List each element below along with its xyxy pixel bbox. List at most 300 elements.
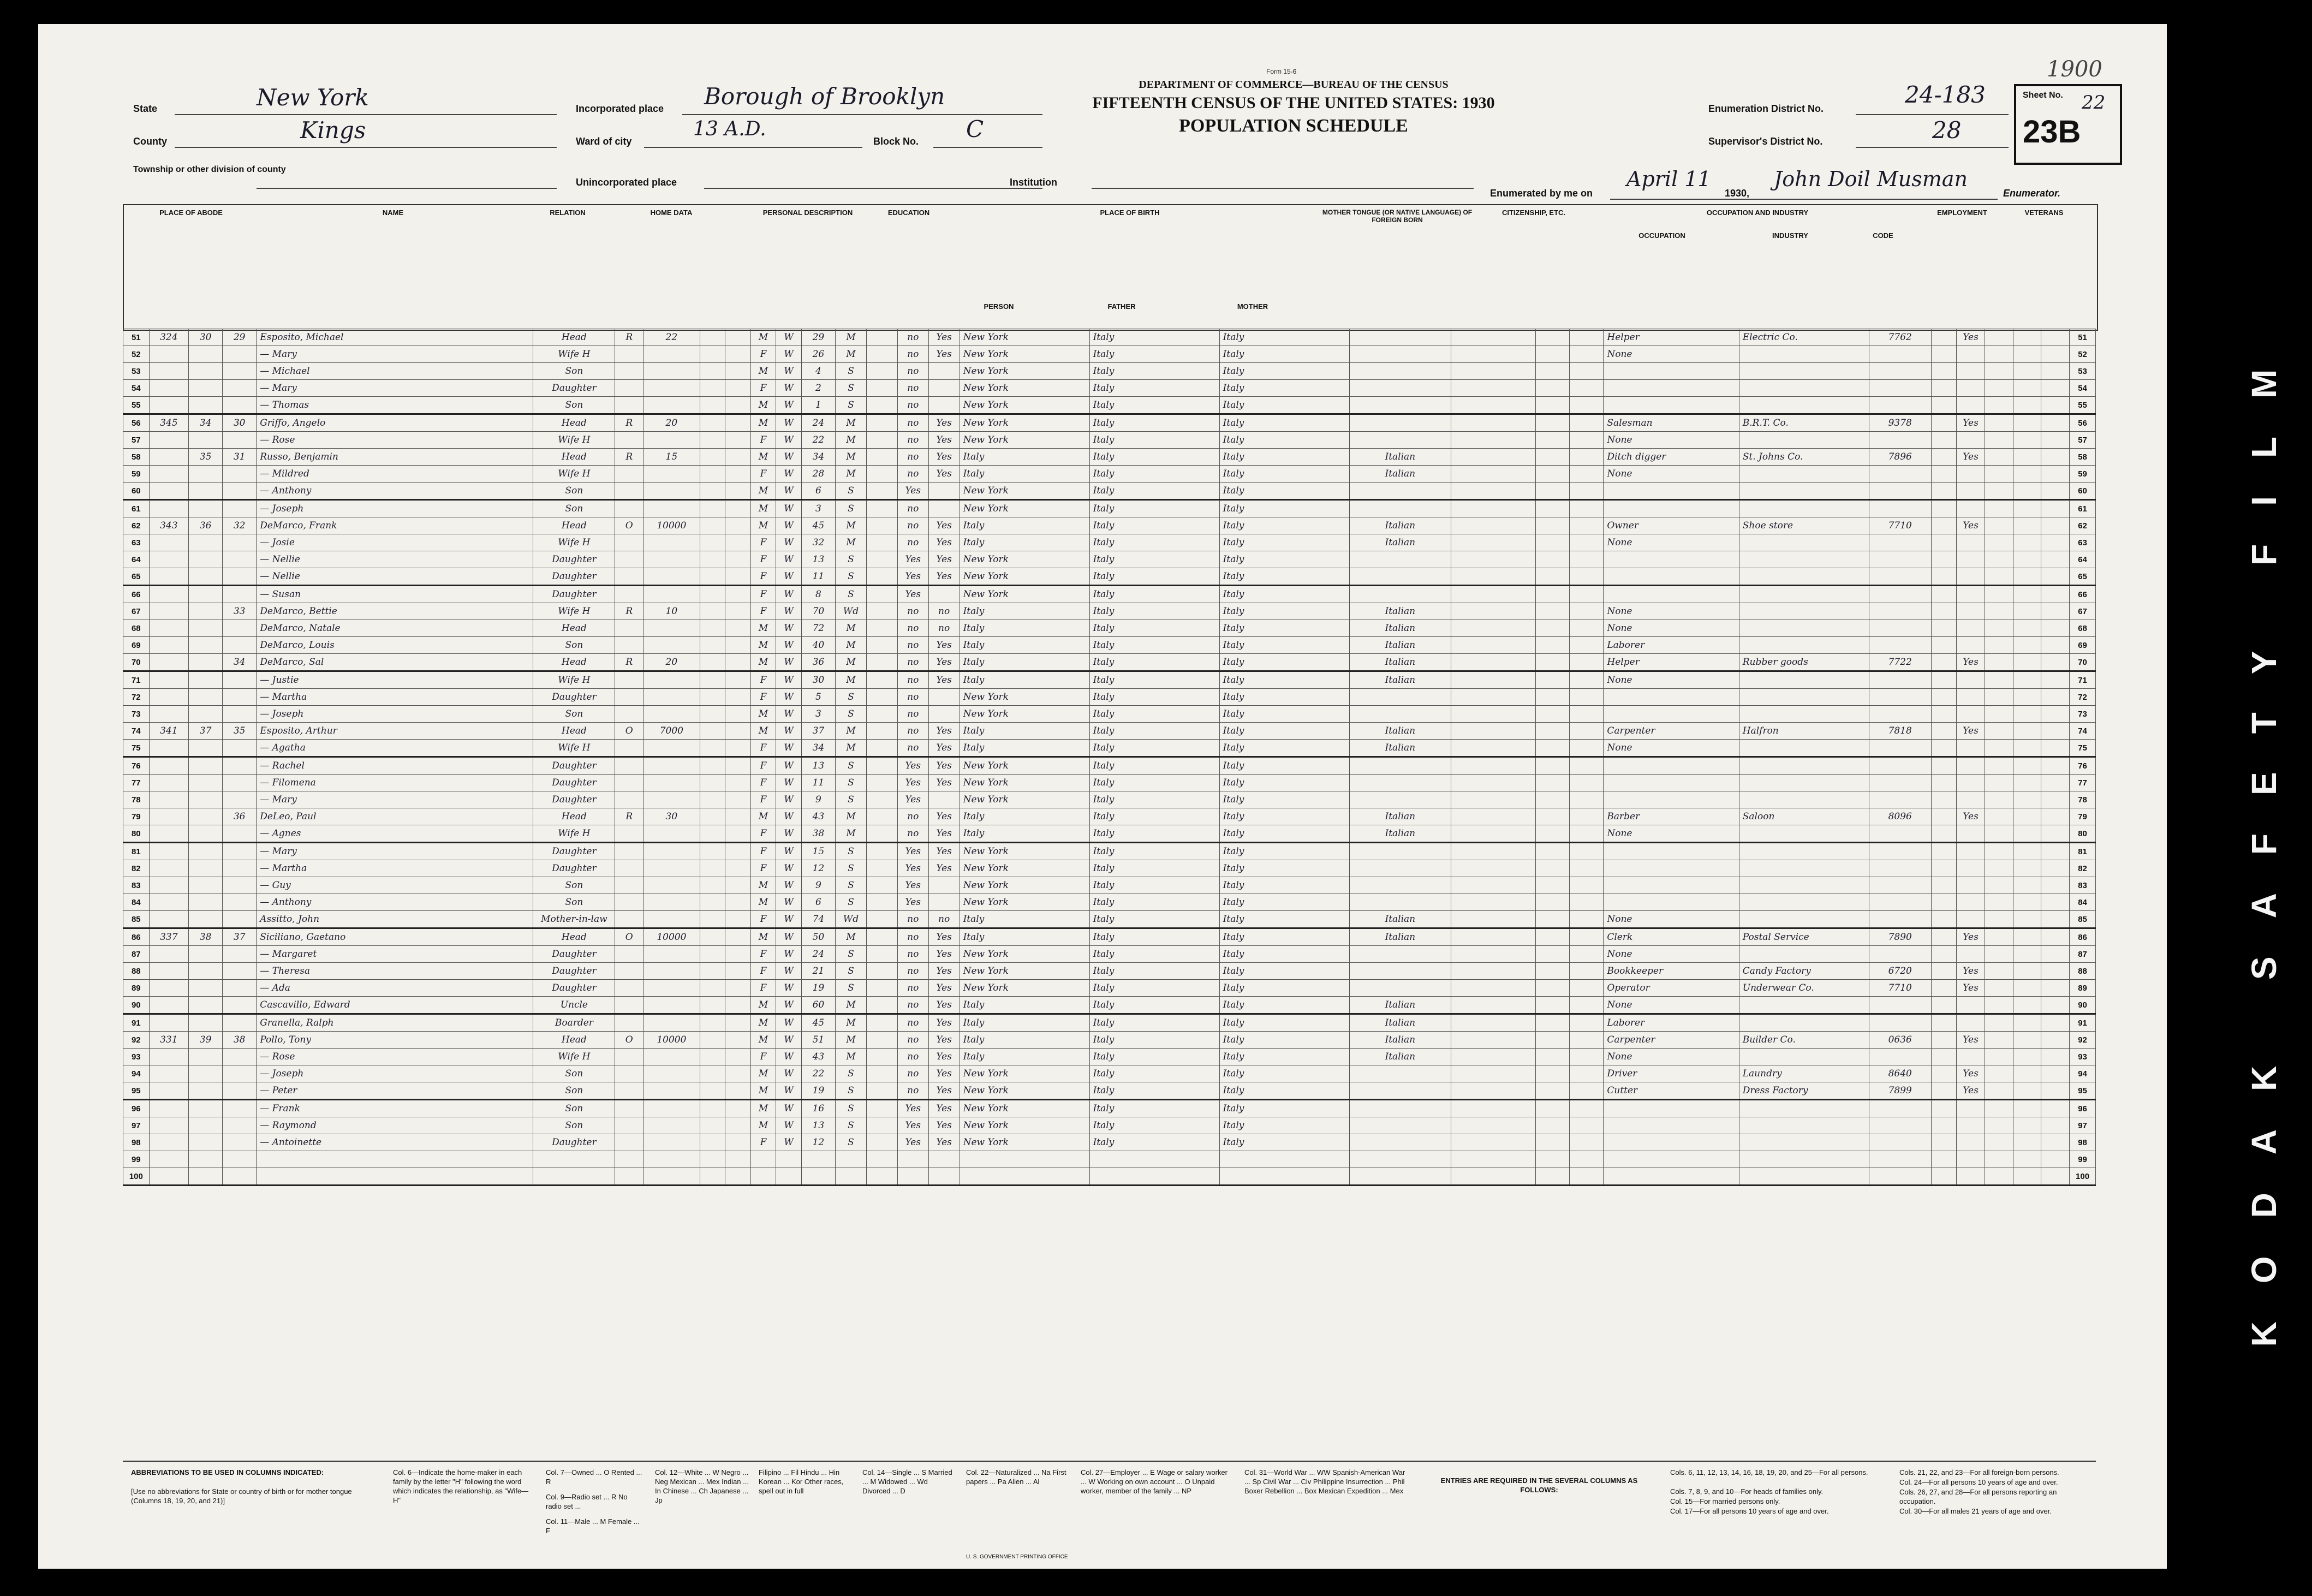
cell-emp xyxy=(1957,534,1985,551)
cell-emp xyxy=(1957,791,1985,808)
line-number: 53 xyxy=(123,363,150,380)
cell-val xyxy=(643,706,700,723)
cell-name: — Agnes xyxy=(257,825,533,843)
abbrev-note: [Use no abbreviations for State or country of birth or for mother tongue (Columns 18, 19, 20, and 21)] xyxy=(131,1487,352,1505)
cell-name: Assitto, John xyxy=(257,911,533,928)
cell-val xyxy=(643,534,700,551)
cell-read: Yes xyxy=(928,843,960,860)
cell-home xyxy=(615,1100,643,1117)
cell-dw xyxy=(189,706,223,723)
group-personal-description: PERSONAL DESCRIPTION xyxy=(762,209,853,217)
line-number: 99 xyxy=(2070,1151,2096,1168)
cell-name: — Rose xyxy=(257,432,533,449)
cell-pb: Italy xyxy=(960,808,1089,825)
cell-lang xyxy=(1349,689,1451,706)
cell-ind xyxy=(1739,894,1869,911)
cell-empty xyxy=(725,1082,751,1100)
cell-rel: Daughter xyxy=(533,757,615,775)
cell-empty xyxy=(2041,534,2070,551)
cell-fb: Italy xyxy=(1089,551,1219,568)
cell-fb: Italy xyxy=(1089,671,1219,689)
incorporated-value: Borough of Brooklyn xyxy=(704,83,945,110)
cell-lang xyxy=(1349,1100,1451,1117)
cell-home xyxy=(615,706,643,723)
cell-empty xyxy=(1570,329,1604,346)
cell-school: no xyxy=(897,500,928,517)
cell-empty xyxy=(700,466,725,483)
cell-empty xyxy=(1536,671,1570,689)
cell-name: — Margaret xyxy=(257,946,533,963)
cell-mb: Italy xyxy=(1219,843,1349,860)
cell-lang xyxy=(1349,843,1451,860)
cell-fam xyxy=(223,551,257,568)
subhead-mother: MOTHER xyxy=(1237,302,1268,311)
cell-school: no xyxy=(897,346,928,363)
cell-empty xyxy=(1536,346,1570,363)
table-row xyxy=(123,671,2096,689)
cell-race: W xyxy=(776,620,802,637)
cell-code xyxy=(1869,997,1931,1014)
cell-fb: Italy xyxy=(1089,397,1219,414)
cell-house xyxy=(149,1151,188,1168)
cell-empty xyxy=(1451,586,1535,603)
cell-empty xyxy=(725,946,751,963)
cell-pb: New York xyxy=(960,1134,1089,1151)
cell-empty xyxy=(2013,877,2041,894)
cell-name: — Joseph xyxy=(257,500,533,517)
cell-occ: Carpenter xyxy=(1604,723,1739,740)
entries-req7: Cols. 26, 27, and 28—For all persons reporting an occupation. xyxy=(1899,1488,2057,1505)
cell-occ: None xyxy=(1604,911,1739,928)
cell-empty xyxy=(700,329,725,346)
cell-empty xyxy=(2041,1134,2070,1151)
cell-lang: Italian xyxy=(1349,671,1451,689)
cell-mb: Italy xyxy=(1219,551,1349,568)
cell-val xyxy=(643,1117,700,1134)
cell-empty xyxy=(1451,363,1535,380)
cell-name: — Mary xyxy=(257,346,533,363)
cell-emp xyxy=(1957,603,1985,620)
cell-emp xyxy=(1957,911,1985,928)
cell-read: Yes xyxy=(928,414,960,432)
cell-empty xyxy=(1931,551,1957,568)
cell-ind xyxy=(1739,500,1869,517)
cell-occ: Driver xyxy=(1604,1065,1739,1082)
cell-rel: Head xyxy=(533,414,615,432)
cell-house xyxy=(149,380,188,397)
cell-occ: Operator xyxy=(1604,980,1739,997)
cell-val xyxy=(643,671,700,689)
cell-empty xyxy=(700,1134,725,1151)
column-header-area xyxy=(123,204,2098,331)
cell-empty xyxy=(1570,603,1604,620)
cell-empty xyxy=(2041,946,2070,963)
cell-occ xyxy=(1604,1100,1739,1117)
cell-rel: Wife H xyxy=(533,466,615,483)
cell-dw xyxy=(189,980,223,997)
cell-home xyxy=(615,1134,643,1151)
table-row xyxy=(123,1168,2096,1186)
abbrev-col22: Col. 22—Naturalized ... Na First papers ... Pa Alien ... Al xyxy=(966,1468,1066,1486)
line-number: 93 xyxy=(2070,1049,2096,1065)
printer-note: U. S. GOVERNMENT PRINTING OFFICE xyxy=(966,1554,1068,1560)
cell-empty xyxy=(1451,432,1535,449)
cell-age: 6 xyxy=(801,894,835,911)
cell-pb: Italy xyxy=(960,603,1089,620)
cell-ms: S xyxy=(835,894,866,911)
cell-lang xyxy=(1349,775,1451,791)
cell-emp xyxy=(1957,1100,1985,1117)
table-row xyxy=(123,689,2096,706)
cell-code xyxy=(1869,671,1931,689)
cell-empty xyxy=(1570,894,1604,911)
cell-age: 19 xyxy=(801,980,835,997)
cell-race: W xyxy=(776,1065,802,1082)
cell-empty xyxy=(725,723,751,740)
cell-lang xyxy=(1349,1082,1451,1100)
cell-empty xyxy=(1451,843,1535,860)
cell-rel: Daughter xyxy=(533,963,615,980)
cell-fam xyxy=(223,997,257,1014)
cell-fb: Italy xyxy=(1089,466,1219,483)
cell-empty xyxy=(725,329,751,346)
cell-name: DeMarco, Frank xyxy=(257,517,533,534)
cell-lang xyxy=(1349,757,1451,775)
cell-read: Yes xyxy=(928,432,960,449)
cell-empty xyxy=(2041,706,2070,723)
cell-empty xyxy=(725,1117,751,1134)
cell-empty xyxy=(866,1082,897,1100)
cell-race: W xyxy=(776,946,802,963)
cell-empty xyxy=(700,432,725,449)
table-row xyxy=(123,723,2096,740)
cell-emp xyxy=(1957,1049,1985,1065)
cell-rel: Daughter xyxy=(533,689,615,706)
cell-empty xyxy=(2013,432,2041,449)
cell-empty xyxy=(1931,397,1957,414)
cell-read xyxy=(928,1168,960,1186)
cell-school: no xyxy=(897,671,928,689)
cell-val xyxy=(643,397,700,414)
cell-fam xyxy=(223,1117,257,1134)
cell-read xyxy=(928,500,960,517)
cell-sex: F xyxy=(750,466,776,483)
cell-pb: Italy xyxy=(960,449,1089,466)
cell-ind xyxy=(1739,363,1869,380)
cell-empty xyxy=(2041,808,2070,825)
cell-empty xyxy=(866,963,897,980)
cell-empty xyxy=(1451,740,1535,757)
cell-age: 1 xyxy=(801,397,835,414)
cell-home xyxy=(615,911,643,928)
cell-age: 21 xyxy=(801,963,835,980)
cell-fb xyxy=(1089,1151,1219,1168)
cell-empty xyxy=(1451,1049,1535,1065)
cell-sex: F xyxy=(750,568,776,586)
group-place-of-abode: PLACE OF ABODE xyxy=(159,209,223,217)
cell-read: Yes xyxy=(928,723,960,740)
cell-pb xyxy=(960,1168,1089,1186)
cell-home xyxy=(615,620,643,637)
cell-empty xyxy=(700,689,725,706)
cell-code xyxy=(1869,775,1931,791)
cell-home xyxy=(615,586,643,603)
cell-lang xyxy=(1349,329,1451,346)
cell-empty xyxy=(700,397,725,414)
cell-empty xyxy=(725,689,751,706)
cell-empty xyxy=(700,877,725,894)
table-row xyxy=(123,551,2096,568)
line-number: 79 xyxy=(123,808,150,825)
cell-occ xyxy=(1604,380,1739,397)
cell-ind xyxy=(1739,911,1869,928)
cell-house xyxy=(149,775,188,791)
cell-empty xyxy=(866,380,897,397)
cell-empty xyxy=(1570,860,1604,877)
cell-name: — Joseph xyxy=(257,706,533,723)
cell-race: W xyxy=(776,740,802,757)
cell-dw xyxy=(189,637,223,654)
cell-pb: New York xyxy=(960,397,1089,414)
cell-race: W xyxy=(776,449,802,466)
cell-empty xyxy=(725,466,751,483)
cell-empty xyxy=(1451,568,1535,586)
cell-empty xyxy=(2013,775,2041,791)
cell-mb: Italy xyxy=(1219,414,1349,432)
cell-mb: Italy xyxy=(1219,449,1349,466)
cell-empty xyxy=(700,843,725,860)
cell-empty xyxy=(1536,466,1570,483)
cell-empty xyxy=(700,980,725,997)
cell-empty xyxy=(1931,843,1957,860)
cell-empty xyxy=(1536,1049,1570,1065)
line-number: 74 xyxy=(2070,723,2096,740)
cell-empty xyxy=(1536,740,1570,757)
cell-val xyxy=(643,860,700,877)
cell-mb: Italy xyxy=(1219,1014,1349,1032)
cell-empty xyxy=(1451,414,1535,432)
cell-name: Esposito, Michael xyxy=(257,329,533,346)
cell-code xyxy=(1869,363,1931,380)
cell-fb: Italy xyxy=(1089,946,1219,963)
cell-empty xyxy=(725,877,751,894)
cell-school: no xyxy=(897,689,928,706)
cell-age: 43 xyxy=(801,808,835,825)
cell-empty xyxy=(2013,586,2041,603)
cell-school: Yes xyxy=(897,757,928,775)
cell-empty xyxy=(1931,534,1957,551)
cell-empty xyxy=(1536,775,1570,791)
cell-read: Yes xyxy=(928,1117,960,1134)
cell-code xyxy=(1869,1014,1931,1032)
cell-rel: Head xyxy=(533,1032,615,1049)
cell-empty xyxy=(866,551,897,568)
cell-empty xyxy=(700,808,725,825)
cell-fam: 36 xyxy=(223,808,257,825)
cell-empty xyxy=(2041,1100,2070,1117)
cell-empty xyxy=(1536,432,1570,449)
cell-empty xyxy=(866,894,897,911)
cell-empty xyxy=(1536,1100,1570,1117)
cell-fb: Italy xyxy=(1089,825,1219,843)
cell-empty xyxy=(1451,791,1535,808)
cell-lang: Italian xyxy=(1349,1014,1451,1032)
cell-empty xyxy=(1570,928,1604,946)
cell-house xyxy=(149,397,188,414)
group-occupation-industry: OCCUPATION AND INDUSTRY xyxy=(1706,209,1809,217)
cell-ms: S xyxy=(835,843,866,860)
cell-fam xyxy=(223,1134,257,1151)
cell-sex: M xyxy=(750,997,776,1014)
cell-dw xyxy=(189,346,223,363)
cell-age: 22 xyxy=(801,432,835,449)
cell-fb: Italy xyxy=(1089,620,1219,637)
cell-empty xyxy=(1931,808,1957,825)
cell-fb: Italy xyxy=(1089,586,1219,603)
cell-home xyxy=(615,432,643,449)
cell-home xyxy=(615,551,643,568)
cell-house xyxy=(149,706,188,723)
cell-home xyxy=(615,877,643,894)
cell-code: 7710 xyxy=(1869,517,1931,534)
cell-sex: M xyxy=(750,654,776,671)
cell-fb: Italy xyxy=(1089,723,1219,740)
cell-empty xyxy=(725,603,751,620)
cell-lang: Italian xyxy=(1349,825,1451,843)
cell-val xyxy=(643,1049,700,1065)
cell-ms: S xyxy=(835,877,866,894)
cell-empty xyxy=(1931,791,1957,808)
cell-house: 337 xyxy=(149,928,188,946)
cell-empty xyxy=(2041,1032,2070,1049)
cell-empty xyxy=(2041,911,2070,928)
cell-empty xyxy=(1985,740,2013,757)
cell-empty xyxy=(1536,808,1570,825)
cell-house xyxy=(149,843,188,860)
cell-mb: Italy xyxy=(1219,1049,1349,1065)
cell-school: no xyxy=(897,637,928,654)
cell-house xyxy=(149,1049,188,1065)
cell-empty xyxy=(700,894,725,911)
cell-ms: M xyxy=(835,517,866,534)
census-table xyxy=(123,329,2096,1186)
line-number: 85 xyxy=(2070,911,2096,928)
cell-school: Yes xyxy=(897,1134,928,1151)
cell-race: W xyxy=(776,997,802,1014)
line-number: 73 xyxy=(2070,706,2096,723)
enumerator-name: John Doil Musman xyxy=(1774,167,1968,191)
cell-ms: S xyxy=(835,483,866,500)
cell-code xyxy=(1869,534,1931,551)
cell-empty xyxy=(725,1168,751,1186)
cell-empty xyxy=(700,363,725,380)
cell-emp xyxy=(1957,483,1985,500)
cell-empty xyxy=(866,346,897,363)
cell-school: Yes xyxy=(897,551,928,568)
cell-pb: New York xyxy=(960,346,1089,363)
cell-val xyxy=(643,483,700,500)
cell-dw xyxy=(189,791,223,808)
cell-race: W xyxy=(776,483,802,500)
cell-empty xyxy=(700,517,725,534)
cell-rel: Son xyxy=(533,1100,615,1117)
cell-empty xyxy=(1536,825,1570,843)
cell-empty xyxy=(1931,500,1957,517)
cell-empty xyxy=(2013,946,2041,963)
cell-empty xyxy=(1985,329,2013,346)
cell-read: Yes xyxy=(928,346,960,363)
table-row xyxy=(123,1032,2096,1049)
cell-empty xyxy=(725,775,751,791)
cell-empty xyxy=(1931,1065,1957,1082)
cell-empty xyxy=(1931,1117,1957,1134)
cell-house xyxy=(149,860,188,877)
cell-empty xyxy=(866,1151,897,1168)
cell-empty xyxy=(1536,1082,1570,1100)
cell-code xyxy=(1869,791,1931,808)
entries-title: ENTRIES ARE REQUIRED IN THE SEVERAL COLUMNS AS FOLLOWS: xyxy=(1440,1476,1638,1494)
cell-val xyxy=(643,791,700,808)
cell-mb xyxy=(1219,1151,1349,1168)
cell-fam xyxy=(223,363,257,380)
cell-empty xyxy=(700,1049,725,1065)
cell-house: 341 xyxy=(149,723,188,740)
cell-empty xyxy=(2013,825,2041,843)
cell-code xyxy=(1869,432,1931,449)
cell-fb: Italy xyxy=(1089,1014,1219,1032)
table-row xyxy=(123,568,2096,586)
cell-empty xyxy=(1451,637,1535,654)
cell-val: 10000 xyxy=(643,517,700,534)
cell-val: 20 xyxy=(643,414,700,432)
cell-sex: F xyxy=(750,825,776,843)
cell-ms: S xyxy=(835,757,866,775)
cell-empty xyxy=(725,500,751,517)
cell-empty xyxy=(2041,329,2070,346)
cell-fam xyxy=(223,1151,257,1168)
cell-empty xyxy=(2013,397,2041,414)
cell-rel: Daughter xyxy=(533,586,615,603)
cell-pb: Italy xyxy=(960,517,1089,534)
cell-empty xyxy=(1451,1168,1535,1186)
cell-occ: Helper xyxy=(1604,654,1739,671)
cell-occ xyxy=(1604,1168,1739,1186)
line-number: 61 xyxy=(2070,500,2096,517)
cell-empty xyxy=(2041,397,2070,414)
cell-ind xyxy=(1739,637,1869,654)
cell-empty xyxy=(1931,1100,1957,1117)
cell-empty xyxy=(1985,363,2013,380)
cell-empty xyxy=(2041,620,2070,637)
cell-occ xyxy=(1604,551,1739,568)
cell-val xyxy=(643,346,700,363)
cell-school: no xyxy=(897,654,928,671)
cell-empty xyxy=(700,723,725,740)
cell-ms: M xyxy=(835,432,866,449)
line-number: 97 xyxy=(2070,1117,2096,1134)
cell-sex: F xyxy=(750,740,776,757)
cell-ms: S xyxy=(835,363,866,380)
cell-age: 19 xyxy=(801,1082,835,1100)
cell-home: R xyxy=(615,414,643,432)
cell-age: 3 xyxy=(801,706,835,723)
cell-house xyxy=(149,586,188,603)
cell-empty xyxy=(1985,860,2013,877)
cell-name: Cascavillo, Edward xyxy=(257,997,533,1014)
cell-ms: S xyxy=(835,397,866,414)
cell-empty xyxy=(1451,757,1535,775)
cell-ind xyxy=(1739,671,1869,689)
